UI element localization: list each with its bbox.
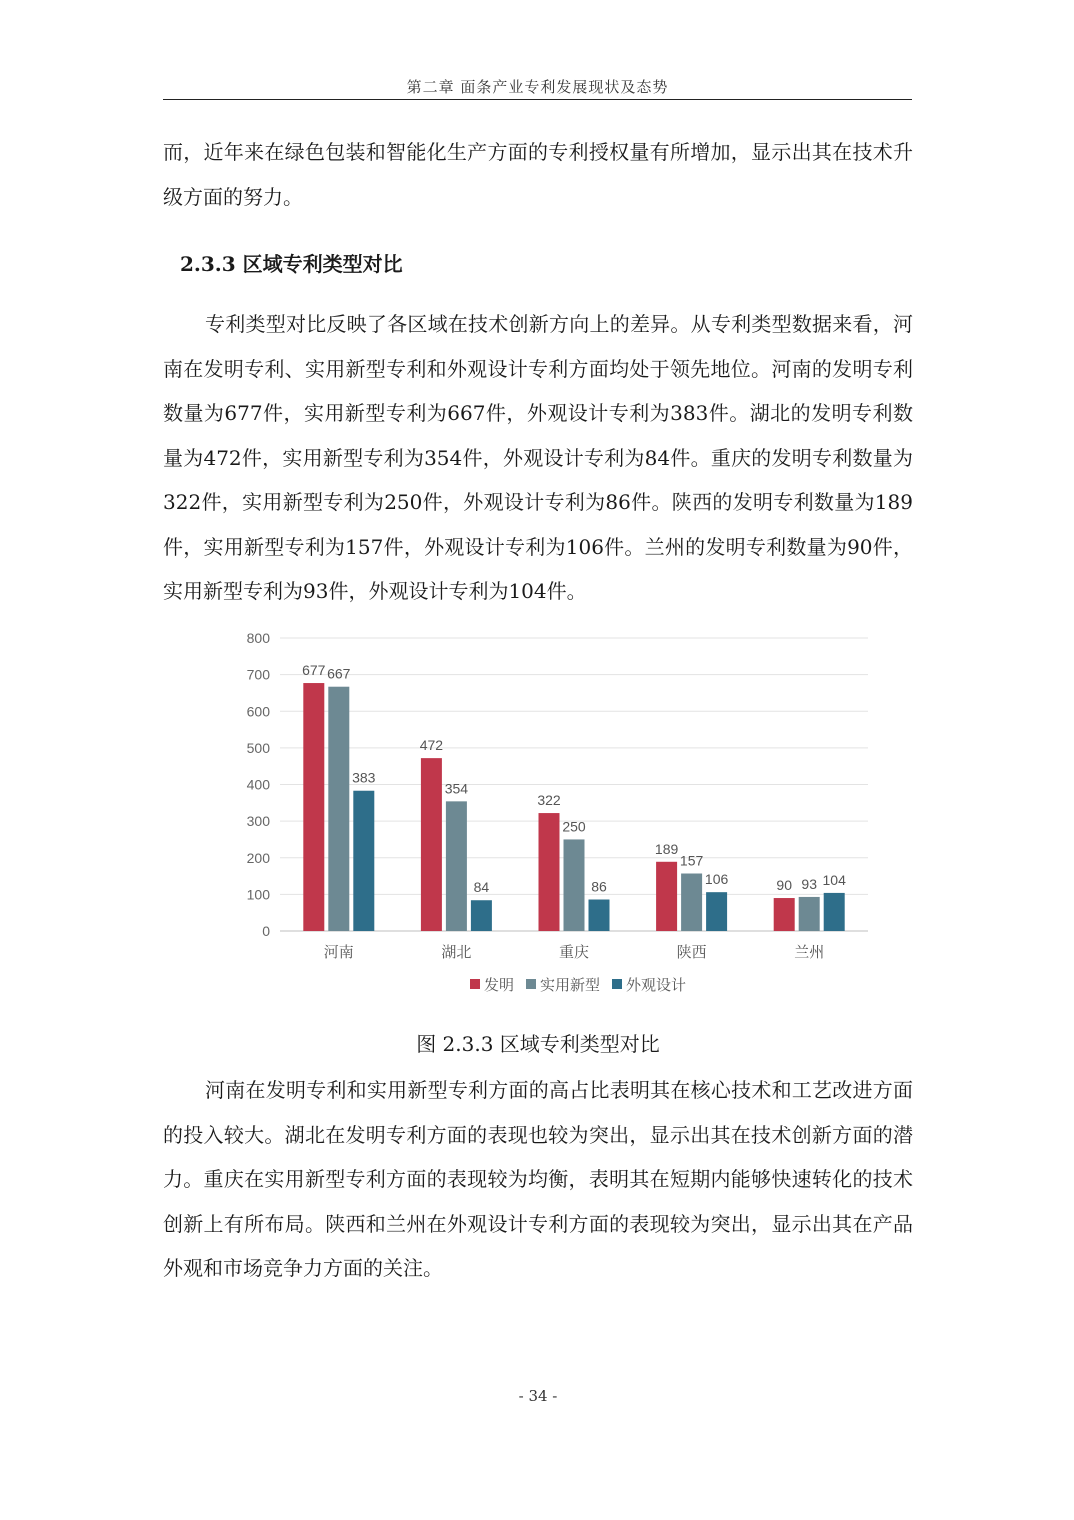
y-tick-label: 700: [246, 666, 270, 683]
bar: [564, 839, 585, 931]
bar: [303, 683, 324, 931]
x-tick-label: 兰州: [794, 944, 825, 961]
bar: [353, 791, 374, 931]
x-tick-label: 重庆: [558, 944, 590, 961]
bar: [328, 687, 349, 931]
bar: [706, 892, 727, 931]
data-label: 322: [537, 792, 561, 809]
y-tick-label: 600: [246, 703, 270, 720]
bar: [799, 897, 820, 931]
data-label: 157: [679, 852, 704, 869]
data-label: 354: [444, 780, 469, 797]
data-label: 90: [776, 877, 792, 894]
legend-label: 实用新型: [540, 977, 601, 994]
bar: [774, 898, 795, 931]
bar: [446, 801, 467, 931]
data-label: 667: [327, 665, 351, 682]
bar: [539, 813, 560, 931]
legend-swatch: [470, 979, 480, 989]
bar-chart-svg: [236, 620, 886, 1010]
data-label: 84: [473, 879, 490, 896]
legend-swatch: [526, 979, 536, 989]
data-label: 106: [704, 871, 729, 888]
y-tick-label: 300: [246, 813, 270, 830]
legend-label: 外观设计: [626, 977, 687, 994]
data-label: 383: [352, 769, 376, 786]
data-label: 86: [591, 878, 607, 895]
paragraph-comparison: 专利类型对比反映了各区域在技术创新方向上的差异。从专利类型数据来看，河南在发明专利、实用新型专利和外观设计专利方面均处于领先地位。河南的发明专利数量为677件，实用新型专利为667件，外观设计专利为383件。湖北的发明专利数量为472件，实用新型专利为354件，外观设计专利为84件。重庆的发明专利数量为322件，实用新型专利为250件，外观设计专利为86件。陕西的发明专利数量为189件，实用新型专利为157件，外观设计专利为106件。兰州的发明专利数量为90件，实用新型专利为93件，外观设计专利为104件。: [163, 312, 913, 603]
bar: [471, 900, 492, 931]
y-tick-label: 800: [246, 630, 270, 646]
running-header: 第二章 面条产业专利发展现状及态势: [406, 78, 669, 96]
y-tick-label: 100: [246, 886, 270, 903]
bar-chart: [236, 620, 886, 1010]
y-tick-label: 200: [246, 849, 270, 866]
section-heading: 2.3.3 区域专利类型对比: [180, 252, 403, 276]
bar: [421, 758, 442, 931]
data-label: 93: [801, 875, 817, 892]
x-tick-label: 湖北: [441, 944, 472, 961]
data-label: 677: [302, 662, 326, 679]
bar: [824, 893, 845, 931]
y-tick-label: 500: [246, 739, 270, 756]
legend-swatch: [612, 979, 622, 989]
x-tick-label: 河南: [323, 944, 354, 961]
y-tick-label: 0: [262, 923, 270, 939]
data-label: 472: [419, 737, 444, 754]
paragraph-continued: 而，近年来在绿色包装和智能化生产方面的专利授权量有所增加，显示出其在技术升级方面的努力。: [163, 140, 913, 209]
data-label: 104: [822, 871, 846, 888]
bar: [656, 862, 677, 931]
y-tick-label: 400: [246, 776, 270, 793]
data-label: 250: [562, 818, 586, 835]
page-number: - 34 -: [518, 1387, 558, 1405]
legend-label: 发明: [484, 977, 515, 994]
header-rule: [163, 99, 912, 100]
paragraph-analysis: 河南在发明专利和实用新型专利方面的高占比表明其在核心技术和工艺改进方面的投入较大。湖北在发明专利方面的表现也较为突出，显示出其在技术创新方面的潜力。重庆在实用新型专利方面的表现较为均衡，表明其在短期内能够快速转化的技术创新上有所布局。陕西和兰州在外观设计专利方面的表现较为突出，显示出其在产品外观和市场竞争力方面的关注。: [163, 1078, 913, 1280]
bar: [589, 900, 610, 931]
bar: [681, 873, 702, 931]
x-tick-label: 陕西: [676, 944, 707, 961]
figure-caption: 图 2.3.3 区域专利类型对比: [416, 1032, 660, 1056]
data-label: 189: [654, 840, 679, 857]
